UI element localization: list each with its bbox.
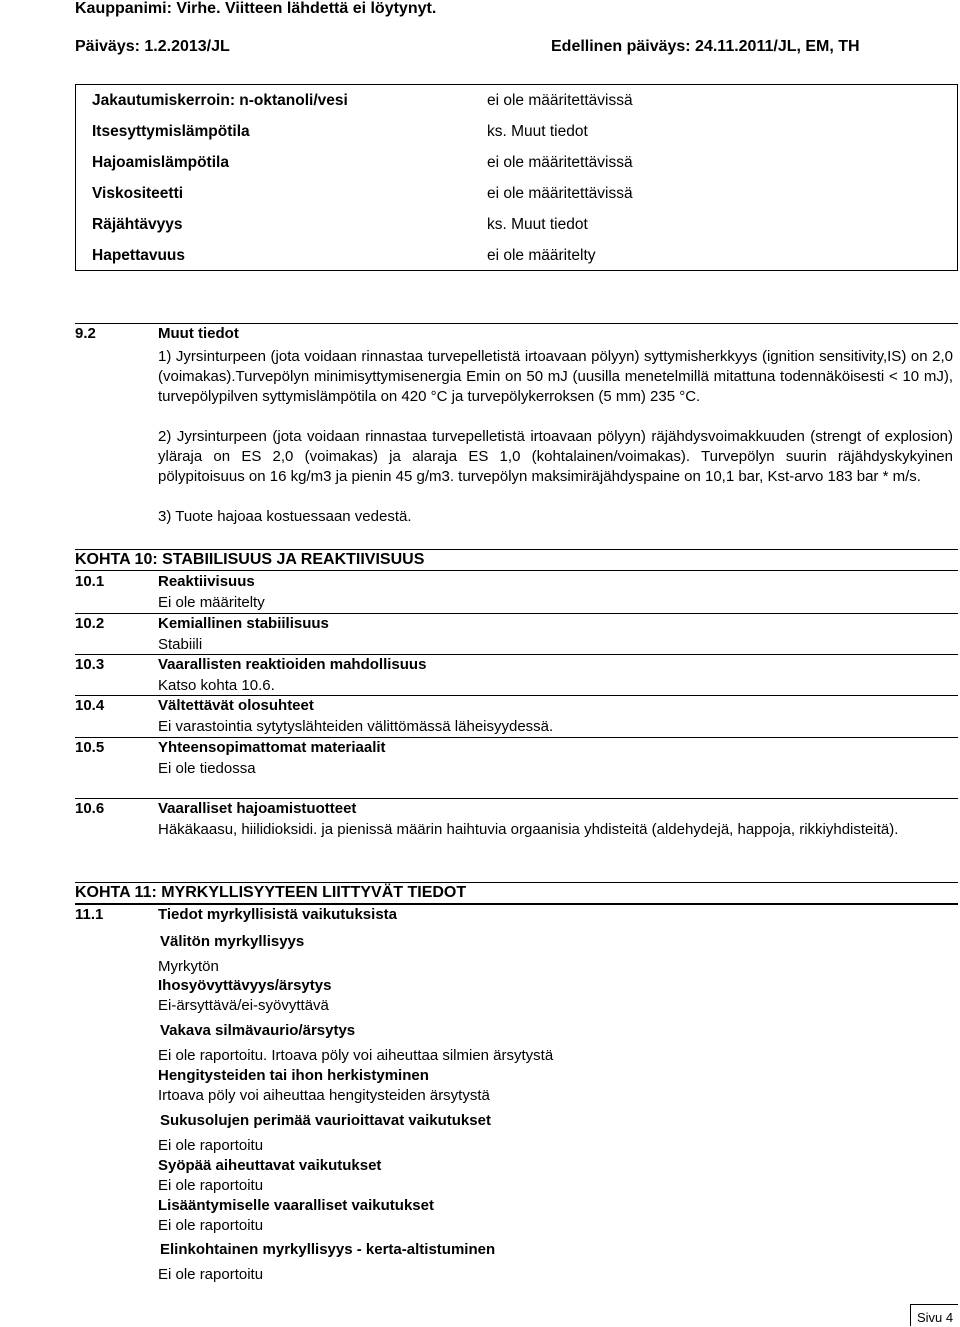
toxicity-text: Ei ole raportoitu — [158, 1177, 264, 1194]
toxicity-label: Vakava silmävaurio/ärsytys — [160, 1022, 356, 1039]
property-value: ei ole määritettävissä — [487, 185, 633, 202]
toxicity-label: Ihosyövyttävyys/ärsytys — [158, 977, 332, 994]
section-title: Yhteensopimattomat materiaalit — [158, 739, 386, 756]
section-number: 9.2 — [75, 325, 96, 342]
section-number: 10.6 — [75, 800, 105, 817]
toxicity-text: Ei ole raportoitu — [158, 1137, 264, 1154]
section-number: 10.4 — [75, 697, 105, 714]
document-date: Päiväys: 1.2.2013/JL — [75, 38, 230, 55]
property-label: Jakautumiskerroin: n-oktanoli/vesi — [92, 92, 348, 109]
section-text: Ei ole tiedossa — [158, 760, 256, 777]
section-divider — [75, 798, 958, 799]
property-value: ei ole määritettävissä — [487, 92, 633, 109]
section-title: Vaaralliset hajoamistuotteet — [158, 800, 357, 817]
section-title: Tiedot myrkyllisistä vaikutuksista — [158, 906, 397, 923]
section-number: 10.5 — [75, 739, 105, 756]
property-label: Viskositeetti — [92, 185, 184, 202]
previous-date: Edellinen päiväys: 24.11.2011/JL, EM, TH — [551, 38, 860, 55]
paragraph: 3) Tuote hajoaa kostuessaan vedestä. — [158, 508, 412, 525]
toxicity-text: Myrkytön — [158, 958, 219, 975]
section-text: Ei ole määritelty — [158, 594, 265, 611]
chapter-heading: KOHTA 11: MYRKYLLISYYTEEN LIITTYVÄT TIEDOT — [75, 882, 958, 904]
section-divider — [75, 904, 958, 905]
toxicity-label: Lisääntymiselle vaaralliset vaikutukset — [158, 1197, 434, 1214]
toxicity-text: Ei ole raportoitu — [158, 1266, 264, 1283]
toxicity-text: Irtoava pöly voi aiheuttaa hengitysteiden ärsytystä — [158, 1087, 490, 1104]
section-divider — [75, 613, 958, 614]
property-value: ks. Muut tiedot — [487, 123, 588, 140]
properties-table — [75, 84, 958, 271]
toxicity-label: Hengitysteiden tai ihon herkistyminen — [158, 1067, 429, 1084]
section-title: Kemiallinen stabiilisuus — [158, 615, 329, 632]
toxicity-label: Välitön myrkyllisyys — [160, 933, 305, 950]
toxicity-label: Elinkohtainen myrkyllisyys - kerta-altistuminen — [160, 1241, 496, 1258]
section-title: Reaktiivisuus — [158, 573, 255, 590]
section-text: Häkäkaasu, hiilidioksidi. ja pienissä määrin haihtuvia orgaanisia yhdisteitä (aldehydejä, happoja, rikkiyhdisteitä). — [158, 821, 899, 838]
section-divider — [75, 654, 958, 655]
chapter-heading: KOHTA 10: STABIILISUUS JA REAKTIIVISUUS — [75, 549, 958, 571]
property-label: Itsesyttymislämpötila — [92, 123, 250, 140]
page-number: Sivu 4 — [917, 1310, 954, 1325]
document-title: Kauppanimi: Virhe. Viitteen lähdettä ei löytynyt. — [75, 0, 437, 17]
property-label: Hapettavuus — [92, 247, 186, 264]
toxicity-label: Sukusolujen perimää vaurioittavat vaikutukset — [160, 1112, 491, 1129]
section-text: Katso kohta 10.6. — [158, 677, 275, 694]
section-title: Muut tiedot — [158, 325, 239, 342]
section-text: Ei varastointia sytytyslähteiden välittömässä läheisyydessä. — [158, 718, 554, 735]
paragraph: 2) Jyrsinturpeen (jota voidaan rinnastaa turvepelletistä irtoavaan pölyyn) räjähdysvoimakkuuden (strengt of explosion) yläraja on ES 2,0 (voimakas) ja alaraja ES 1,0 (kohtalainen/voimakas). Turvepölyn suurin räjähdyskykyinen pölypitoisuus on 16 kg/m3 ja pienin 45 g/m3. turvepölyn maksimiräjähdyspaine on 10,1 bar, Kst-arvo 183 bar * m/s. — [158, 428, 953, 485]
toxicity-text: Ei ole raportoitu. Irtoava pöly voi aiheuttaa silmien ärsytystä — [158, 1047, 554, 1064]
section-divider — [75, 323, 958, 324]
section-number: 10.1 — [75, 573, 105, 590]
section-divider — [75, 737, 958, 738]
property-value: ei ole määritelty — [487, 247, 596, 264]
section-title: Vaarallisten reaktioiden mahdollisuus — [158, 656, 427, 673]
section-number: 11.1 — [75, 906, 104, 923]
property-label: Räjähtävyys — [92, 216, 183, 233]
section-divider — [75, 570, 958, 571]
section-title: Vältettävät olosuhteet — [158, 697, 314, 714]
property-value: ks. Muut tiedot — [487, 216, 588, 233]
paragraph: 1) Jyrsinturpeen (jota voidaan rinnastaa turvepelletistä irtoavaan pölyyn) syttymisherkkyys (ignition sensitivity,IS) on 2,0 (voimakas).Turvepölyn minimisyttymisenergia Emin on 50 mJ (uusilla menetelmillä mitattuna todennäköisesti < 10 mJ), turvepölypilven syttymislämpötila on 420 °C ja turvepölykerroksen (5 mm) 235 °C. — [158, 348, 953, 405]
section-number: 10.3 — [75, 656, 105, 673]
section-number: 10.2 — [75, 615, 105, 632]
toxicity-text: Ei ole raportoitu — [158, 1217, 264, 1234]
section-text: Stabiili — [158, 636, 203, 653]
section-divider — [75, 695, 958, 696]
toxicity-label: Syöpää aiheuttavat vaikutukset — [158, 1157, 382, 1174]
toxicity-text: Ei-ärsyttävä/ei-syövyttävä — [158, 997, 329, 1014]
property-value: ei ole määritettävissä — [487, 154, 633, 171]
property-label: Hajoamislämpötila — [92, 154, 229, 171]
